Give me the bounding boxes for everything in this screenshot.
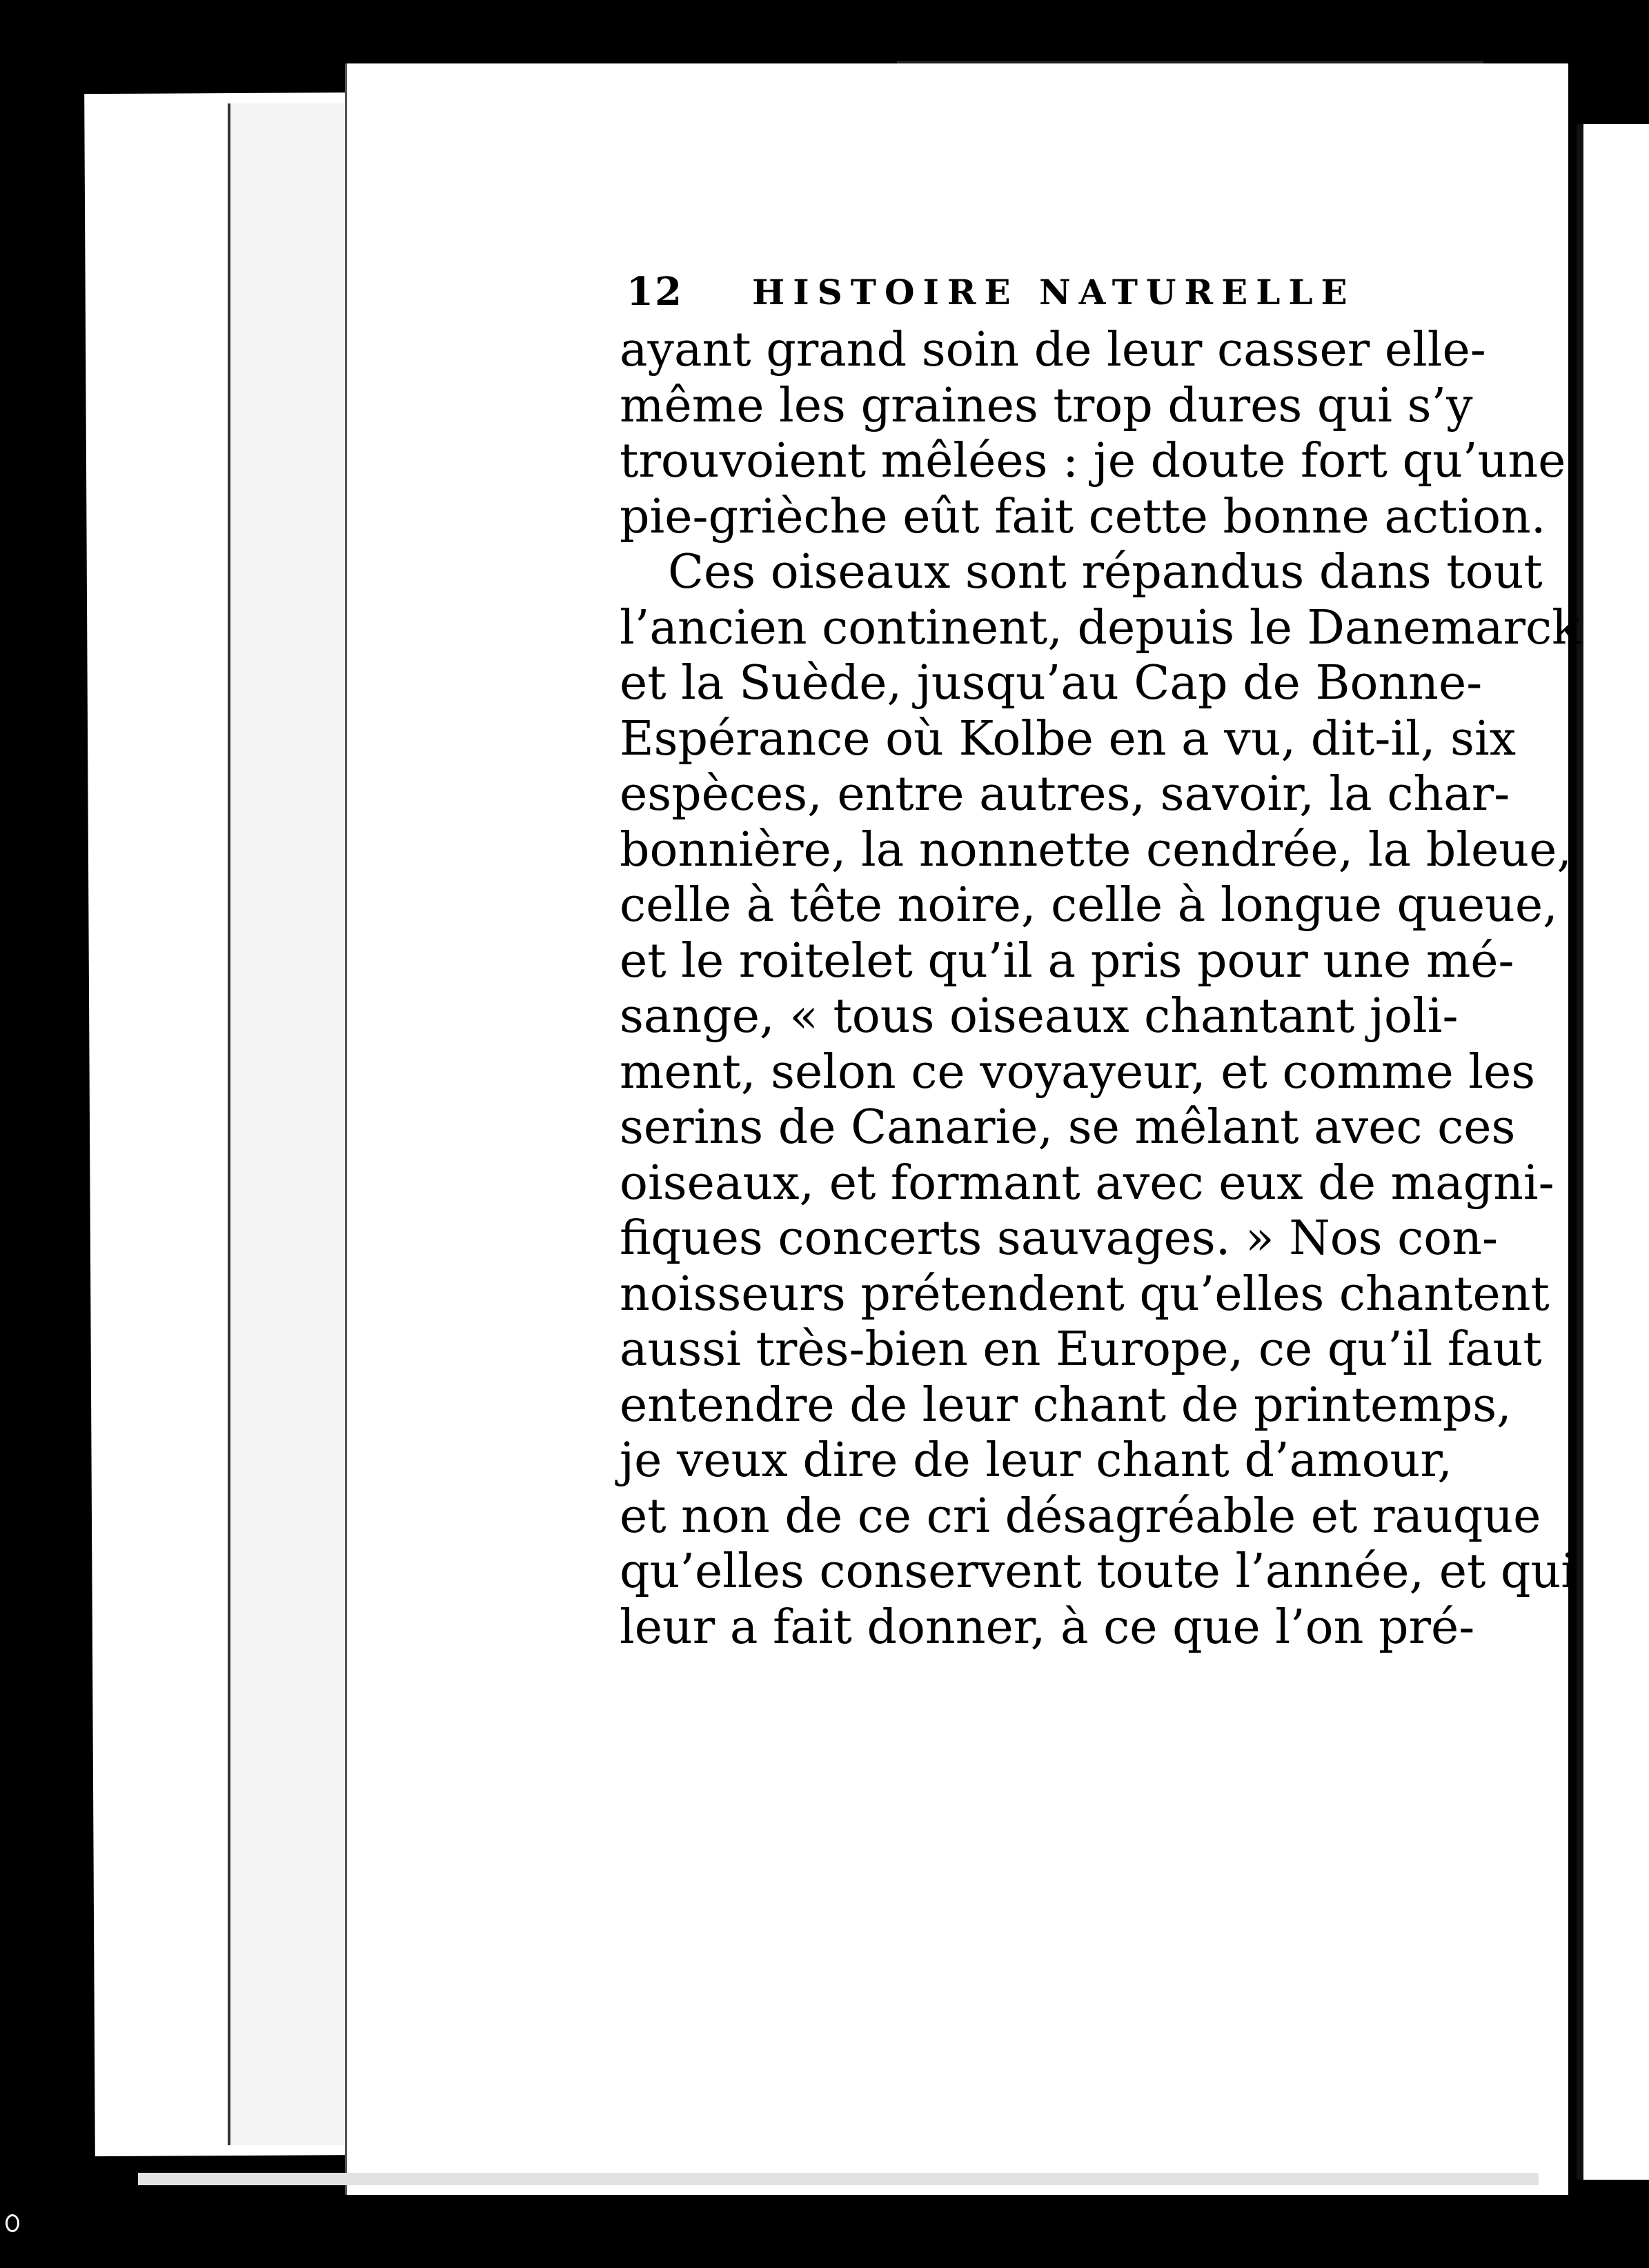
scan-corner-mark — [6, 2214, 19, 2232]
adjacent-leaf — [1577, 124, 1649, 2180]
book-page — [345, 63, 1581, 2195]
text-line: bonnière, la nonnette cendrée, la bleue, — [620, 822, 1572, 877]
text-line: et la Suède, jusqu’au Cap de Bonne- — [620, 656, 1483, 710]
text-line: leur a fait donner, à ce que l’on pré- — [620, 1600, 1475, 1655]
text-line: celle à tête noire, celle à longue queue, — [620, 878, 1558, 933]
text-line: sange, « tous oiseaux chantant joli- — [620, 989, 1459, 1044]
text-line: Espérance où Kolbe en a vu, dit-il, six — [620, 711, 1517, 766]
text-line: et non de ce cri désagréable et rauque — [620, 1489, 1541, 1544]
text-line: je veux dire de leur chant d’amour, — [620, 1433, 1452, 1488]
text-line: et le roitelet qu’il a pris pour une mé- — [620, 933, 1514, 988]
text-line: ayant grand soin de leur casser elle- — [620, 323, 1486, 377]
text-line: l’ancien continent, depuis le Danemarck — [620, 600, 1581, 655]
text-line: noisseurs prétendent qu’elles chantent — [620, 1266, 1550, 1322]
body-text — [620, 323, 1581, 1655]
text-line: qu’elles conservent toute l’année, et qui — [620, 1544, 1576, 1599]
text-line: entendre de leur chant de printemps, — [620, 1377, 1512, 1433]
text-line: pie-grièche eût fait cette bonne action. — [620, 489, 1546, 544]
text-line: aussi très-bien en Europe, ce qu’il faut — [620, 1322, 1542, 1377]
text-line: serins de Canarie, se mêlant avec ces — [620, 1100, 1516, 1155]
text-line: fiques concerts sauvages. » Nos con- — [620, 1211, 1498, 1266]
page-number: 12 — [626, 269, 683, 315]
page-header — [626, 269, 1649, 331]
text-line: même les graines trop dures qui s’y — [620, 378, 1473, 433]
text-line: ment, selon ce voyayeur, et comme les — [620, 1044, 1536, 1100]
running-title: HISTOIRE NATURELLE — [752, 272, 1356, 312]
text-line: espèces, entre autres, savoir, la char- — [620, 767, 1510, 822]
text-line: oiseaux, et formant avec eux de magni- — [620, 1155, 1554, 1211]
text-line: trouvoient mêlées : je doute fort qu’une — [620, 434, 1566, 488]
paragraph-start-line: Ces oiseaux sont répandus dans tout — [668, 545, 1543, 599]
page-bottom-edge — [138, 2173, 1539, 2185]
